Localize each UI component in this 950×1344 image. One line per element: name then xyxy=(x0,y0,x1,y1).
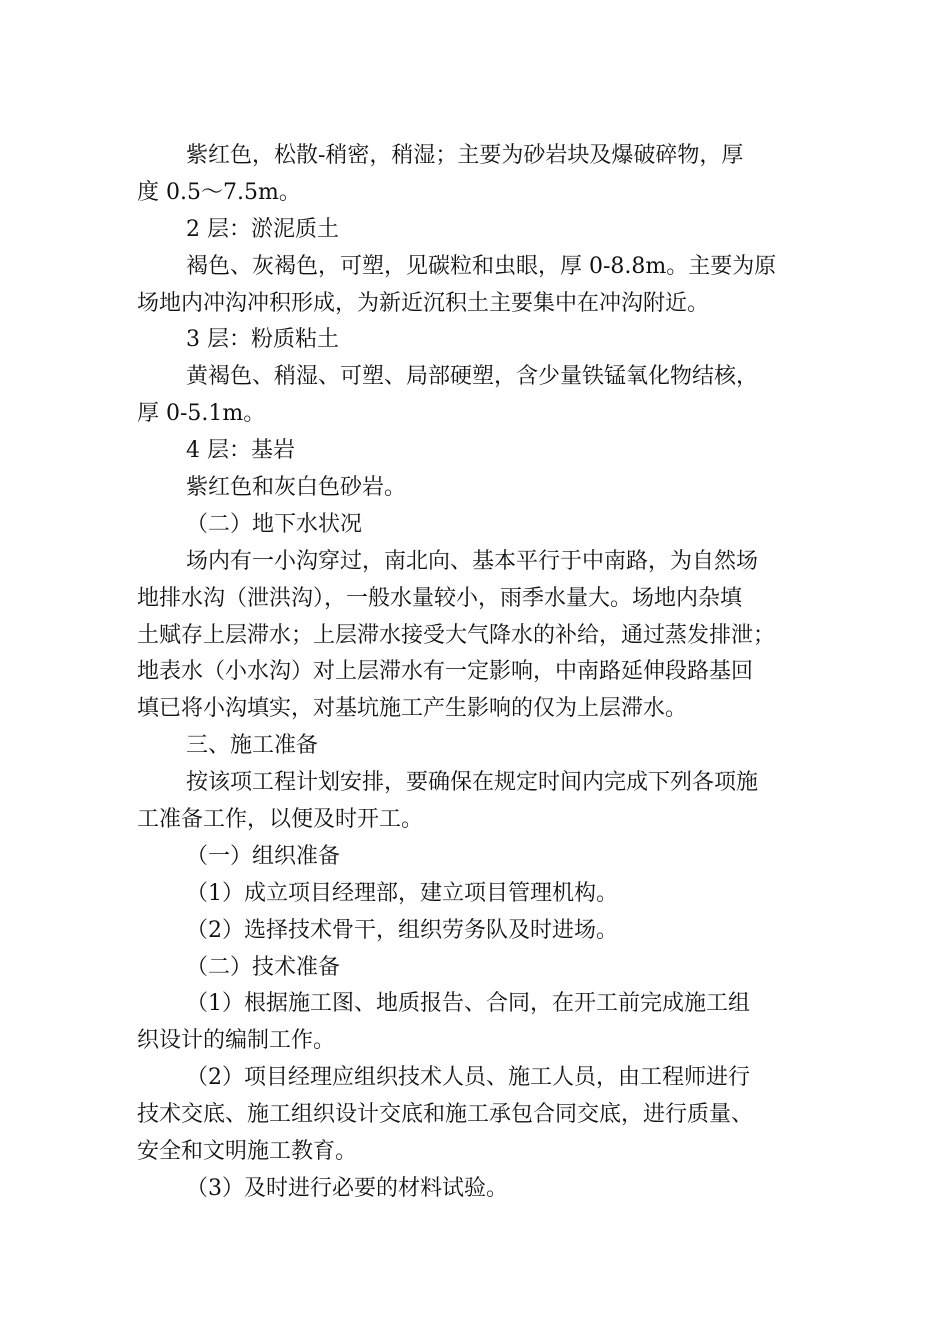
list-item: （1）成立项目经理部，建立项目管理机构。 xyxy=(186,880,618,906)
section-heading: （一）组织准备 xyxy=(186,843,341,869)
section-heading: 2 层：淤泥质土 xyxy=(186,216,339,242)
section-heading: 三、施工准备 xyxy=(186,733,319,759)
list-item: （2）选择技术骨干，组织劳务队及时进场。 xyxy=(186,917,618,943)
document-body xyxy=(137,138,813,1208)
paragraph-line: 安全和文明施工教育。 xyxy=(137,1139,358,1165)
paragraph-line: 技术交底、施工组织设计交底和施工承包合同交底，进行质量、 xyxy=(137,1102,754,1128)
list-item: （3）及时进行必要的材料试验。 xyxy=(186,1175,508,1201)
list-item: （2）项目经理应组织技术人员、施工人员，由工程师进行 xyxy=(186,1065,750,1091)
section-heading: （二）技术准备 xyxy=(186,954,341,980)
paragraph-line: 褐色、灰褐色，可塑，见碳粒和虫眼，厚 0-8.8m。主要为原 xyxy=(186,253,777,279)
section-heading: 4 层：基岩 xyxy=(186,438,295,464)
paragraph-line: 地表水（小水沟）对上层滞水有一定影响，中南路延伸段路基回 xyxy=(137,659,754,685)
paragraph-line: 织设计的编制工作。 xyxy=(137,1028,336,1054)
paragraph-line: 按该项工程计划安排，要确保在规定时间内完成下列各项施 xyxy=(186,770,759,796)
paragraph-line: 地排水沟（泄洪沟），一般水量较小，雨季水量大。场地内杂填 xyxy=(137,585,743,611)
list-item: （1）根据施工图、地质报告、合同，在开工前完成施工组 xyxy=(186,991,750,1017)
section-heading: （二）地下水状况 xyxy=(186,511,363,537)
paragraph-line: 厚 0-5.1m。 xyxy=(137,401,266,427)
paragraph-line: 度 0.5～7.5m。 xyxy=(137,179,301,205)
paragraph-line: 紫红色，松散-稍密，稍湿；主要为砂岩块及爆破碎物，厚 xyxy=(186,143,744,168)
paragraph-line: 黄褐色、稍湿、可塑、局部硬塑，含少量铁锰氧化物结核， xyxy=(186,364,759,390)
paragraph-line: 紫红色和灰白色砂岩。 xyxy=(186,475,407,501)
paragraph-line: 场地内冲沟冲积形成，为新近沉积土主要集中在冲沟附近。 xyxy=(137,290,710,316)
paragraph-line: 工准备工作，以便及时开工。 xyxy=(137,807,424,833)
paragraph-line: 场内有一小沟穿过，南北向、基本平行于中南路，为自然场 xyxy=(186,548,759,574)
paragraph-line: 填已将小沟填实，对基坑施工产生影响的仅为上层滞水。 xyxy=(137,696,688,722)
paragraph-line: 土赋存上层滞水；上层滞水接受大气降水的补给，通过蒸发排泄； xyxy=(137,622,776,648)
section-heading: 3 层：粉质粘土 xyxy=(186,327,339,353)
